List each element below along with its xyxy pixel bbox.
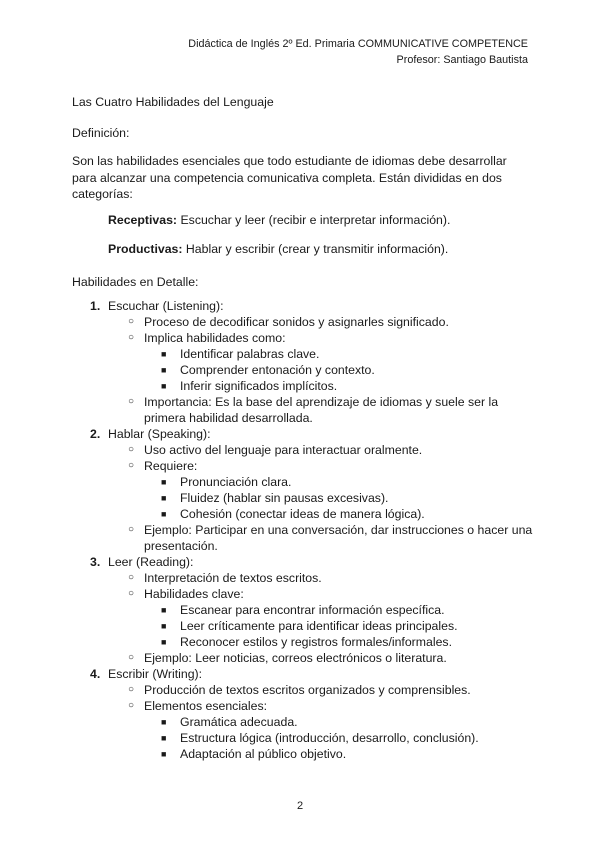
hollow-bullet-icon: ○ (128, 332, 135, 343)
hollow-bullet-icon: ○ (128, 524, 135, 535)
skill-subpoint-text: Estructura lógica (introducción, desarrollo, conclusión). (180, 731, 479, 745)
skill-title: Escribir (Writing): (108, 667, 203, 681)
header-professor-line: Profesor: Santiago Bautista (396, 54, 528, 66)
square-bullet-icon: ■ (161, 733, 167, 743)
skill-subpoint-text: Gramática adecuada. (180, 715, 298, 729)
skill-subpoint (144, 746, 542, 762)
skill-point (108, 330, 542, 394)
hollow-bullet-icon: ○ (128, 684, 135, 695)
skill-number: 2. (90, 427, 101, 441)
skill-title: Leer (Reading): (108, 555, 194, 569)
hollow-bullet-icon: ○ (128, 396, 135, 407)
skill-item (72, 426, 542, 554)
hollow-bullet-icon: ○ (128, 588, 135, 599)
skill-point-text: Proceso de decodificar sonidos y asignarles significado. (144, 315, 449, 329)
skill-point (108, 394, 542, 426)
skill-point-text: Uso activo del lenguaje para interactuar oralmente. (144, 443, 423, 457)
skill-item (72, 554, 542, 666)
skill-point (108, 458, 542, 522)
skill-point (108, 682, 542, 698)
skill-subpoint (144, 378, 542, 394)
hollow-bullet-icon: ○ (128, 460, 135, 471)
square-bullet-icon: ■ (161, 717, 167, 727)
hollow-bullet-icon: ○ (128, 316, 135, 327)
hollow-bullet-icon: ○ (128, 700, 135, 711)
hollow-bullet-icon: ○ (128, 444, 135, 455)
skill-subpoint-text: Leer críticamente para identificar ideas principales. (180, 619, 458, 633)
skill-point (108, 570, 542, 586)
skill-point (108, 522, 542, 554)
skill-number: 1. (90, 299, 101, 313)
skill-point (108, 586, 542, 650)
skill-subpoint (144, 618, 542, 634)
page-header (188, 36, 528, 68)
skill-subpoint-text: Fluidez (hablar sin pausas excesivas). (180, 491, 389, 505)
page-number: 2 (296, 800, 304, 812)
square-bullet-icon: ■ (161, 509, 167, 519)
skill-point-text: Producción de textos escritos organizados y comprensibles. (144, 683, 471, 697)
skill-subpoint (144, 714, 542, 730)
skill-subpoint-text: Cohesión (conectar ideas de manera lógica). (180, 507, 425, 521)
square-bullet-icon: ■ (161, 749, 167, 759)
square-bullet-icon: ■ (161, 493, 167, 503)
skill-point-text: Implica habilidades como: (144, 331, 286, 345)
definition-text: Son las habilidades esenciales que todo estudiante de idiomas debe desarrollar para alcanzar una competencia comunicativa completa. Están divididas en dos categorías: (72, 154, 507, 201)
square-bullet-icon: ■ (161, 349, 167, 359)
skill-subpoint (144, 602, 542, 618)
category-receptive (108, 212, 450, 228)
skill-subpoint-text: Escanear para encontrar información específica. (180, 603, 445, 617)
skill-subpoint (144, 346, 542, 362)
details-label: Habilidades en Detalle: (72, 275, 199, 289)
square-bullet-icon: ■ (161, 605, 167, 615)
square-bullet-icon: ■ (161, 381, 167, 391)
category-description: Escuchar y leer (recibir e interpretar información). (177, 213, 451, 227)
skill-number: 4. (90, 667, 101, 681)
skill-item (72, 666, 542, 762)
skill-point (108, 314, 542, 330)
skill-point (108, 698, 542, 762)
skill-subpoint (144, 490, 542, 506)
hollow-bullet-icon: ○ (128, 652, 135, 663)
skill-point-text: Habilidades clave: (144, 587, 244, 601)
category-term: Productivas: (108, 242, 183, 256)
skill-subpoint-text: Reconocer estilos y registros formales/informales. (180, 635, 452, 649)
skill-point (108, 650, 542, 666)
skill-subpoint-text: Pronunciación clara. (180, 475, 292, 489)
skill-subpoint-text: Adaptación al público objetivo. (180, 747, 347, 761)
square-bullet-icon: ■ (161, 637, 167, 647)
header-course-line: Didáctica de Inglés 2º Ed. Primaria COMMUNICATIVE COMPETENCE (188, 38, 528, 50)
category-productive (108, 241, 448, 257)
skill-title: Hablar (Speaking): (108, 427, 211, 441)
skill-subpoint-text: Inferir significados implícitos. (180, 379, 338, 393)
skill-item (72, 298, 542, 426)
skill-subpoint-text: Identificar palabras clave. (180, 347, 320, 361)
skill-point-text: Ejemplo: Participar en una conversación, dar instrucciones o hacer una presentación. (144, 523, 533, 553)
skill-title: Escuchar (Listening): (108, 299, 224, 313)
skill-point-text: Ejemplo: Leer noticias, correos electrónicos o literatura. (144, 651, 447, 665)
skill-point-text: Elementos esenciales: (144, 699, 268, 713)
square-bullet-icon: ■ (161, 621, 167, 631)
skill-point (108, 442, 542, 458)
skill-subpoint (144, 474, 542, 490)
skill-subpoint (144, 506, 542, 522)
category-term: Receptivas: (108, 213, 178, 227)
skill-subpoint (144, 634, 542, 650)
skill-point-text: Requiere: (144, 459, 198, 473)
skill-point-text: Interpretación de textos escritos. (144, 571, 322, 585)
square-bullet-icon: ■ (161, 365, 167, 375)
skill-subpoint (144, 362, 542, 378)
document-title: Las Cuatro Habilidades del Lenguaje (72, 95, 274, 109)
category-description: Hablar y escribir (crear y transmitir información). (182, 242, 449, 256)
skill-subpoint-text: Comprender entonación y contexto. (180, 363, 375, 377)
skills-list (72, 298, 542, 762)
square-bullet-icon: ■ (161, 477, 167, 487)
skill-number: 3. (90, 555, 101, 569)
skill-point-text: Importancia: Es la base del aprendizaje de idiomas y suele ser la primera habilidad desarrollada. (144, 395, 499, 425)
hollow-bullet-icon: ○ (128, 572, 135, 583)
definition-label: Definición: (72, 126, 130, 140)
skill-subpoint (144, 730, 542, 746)
